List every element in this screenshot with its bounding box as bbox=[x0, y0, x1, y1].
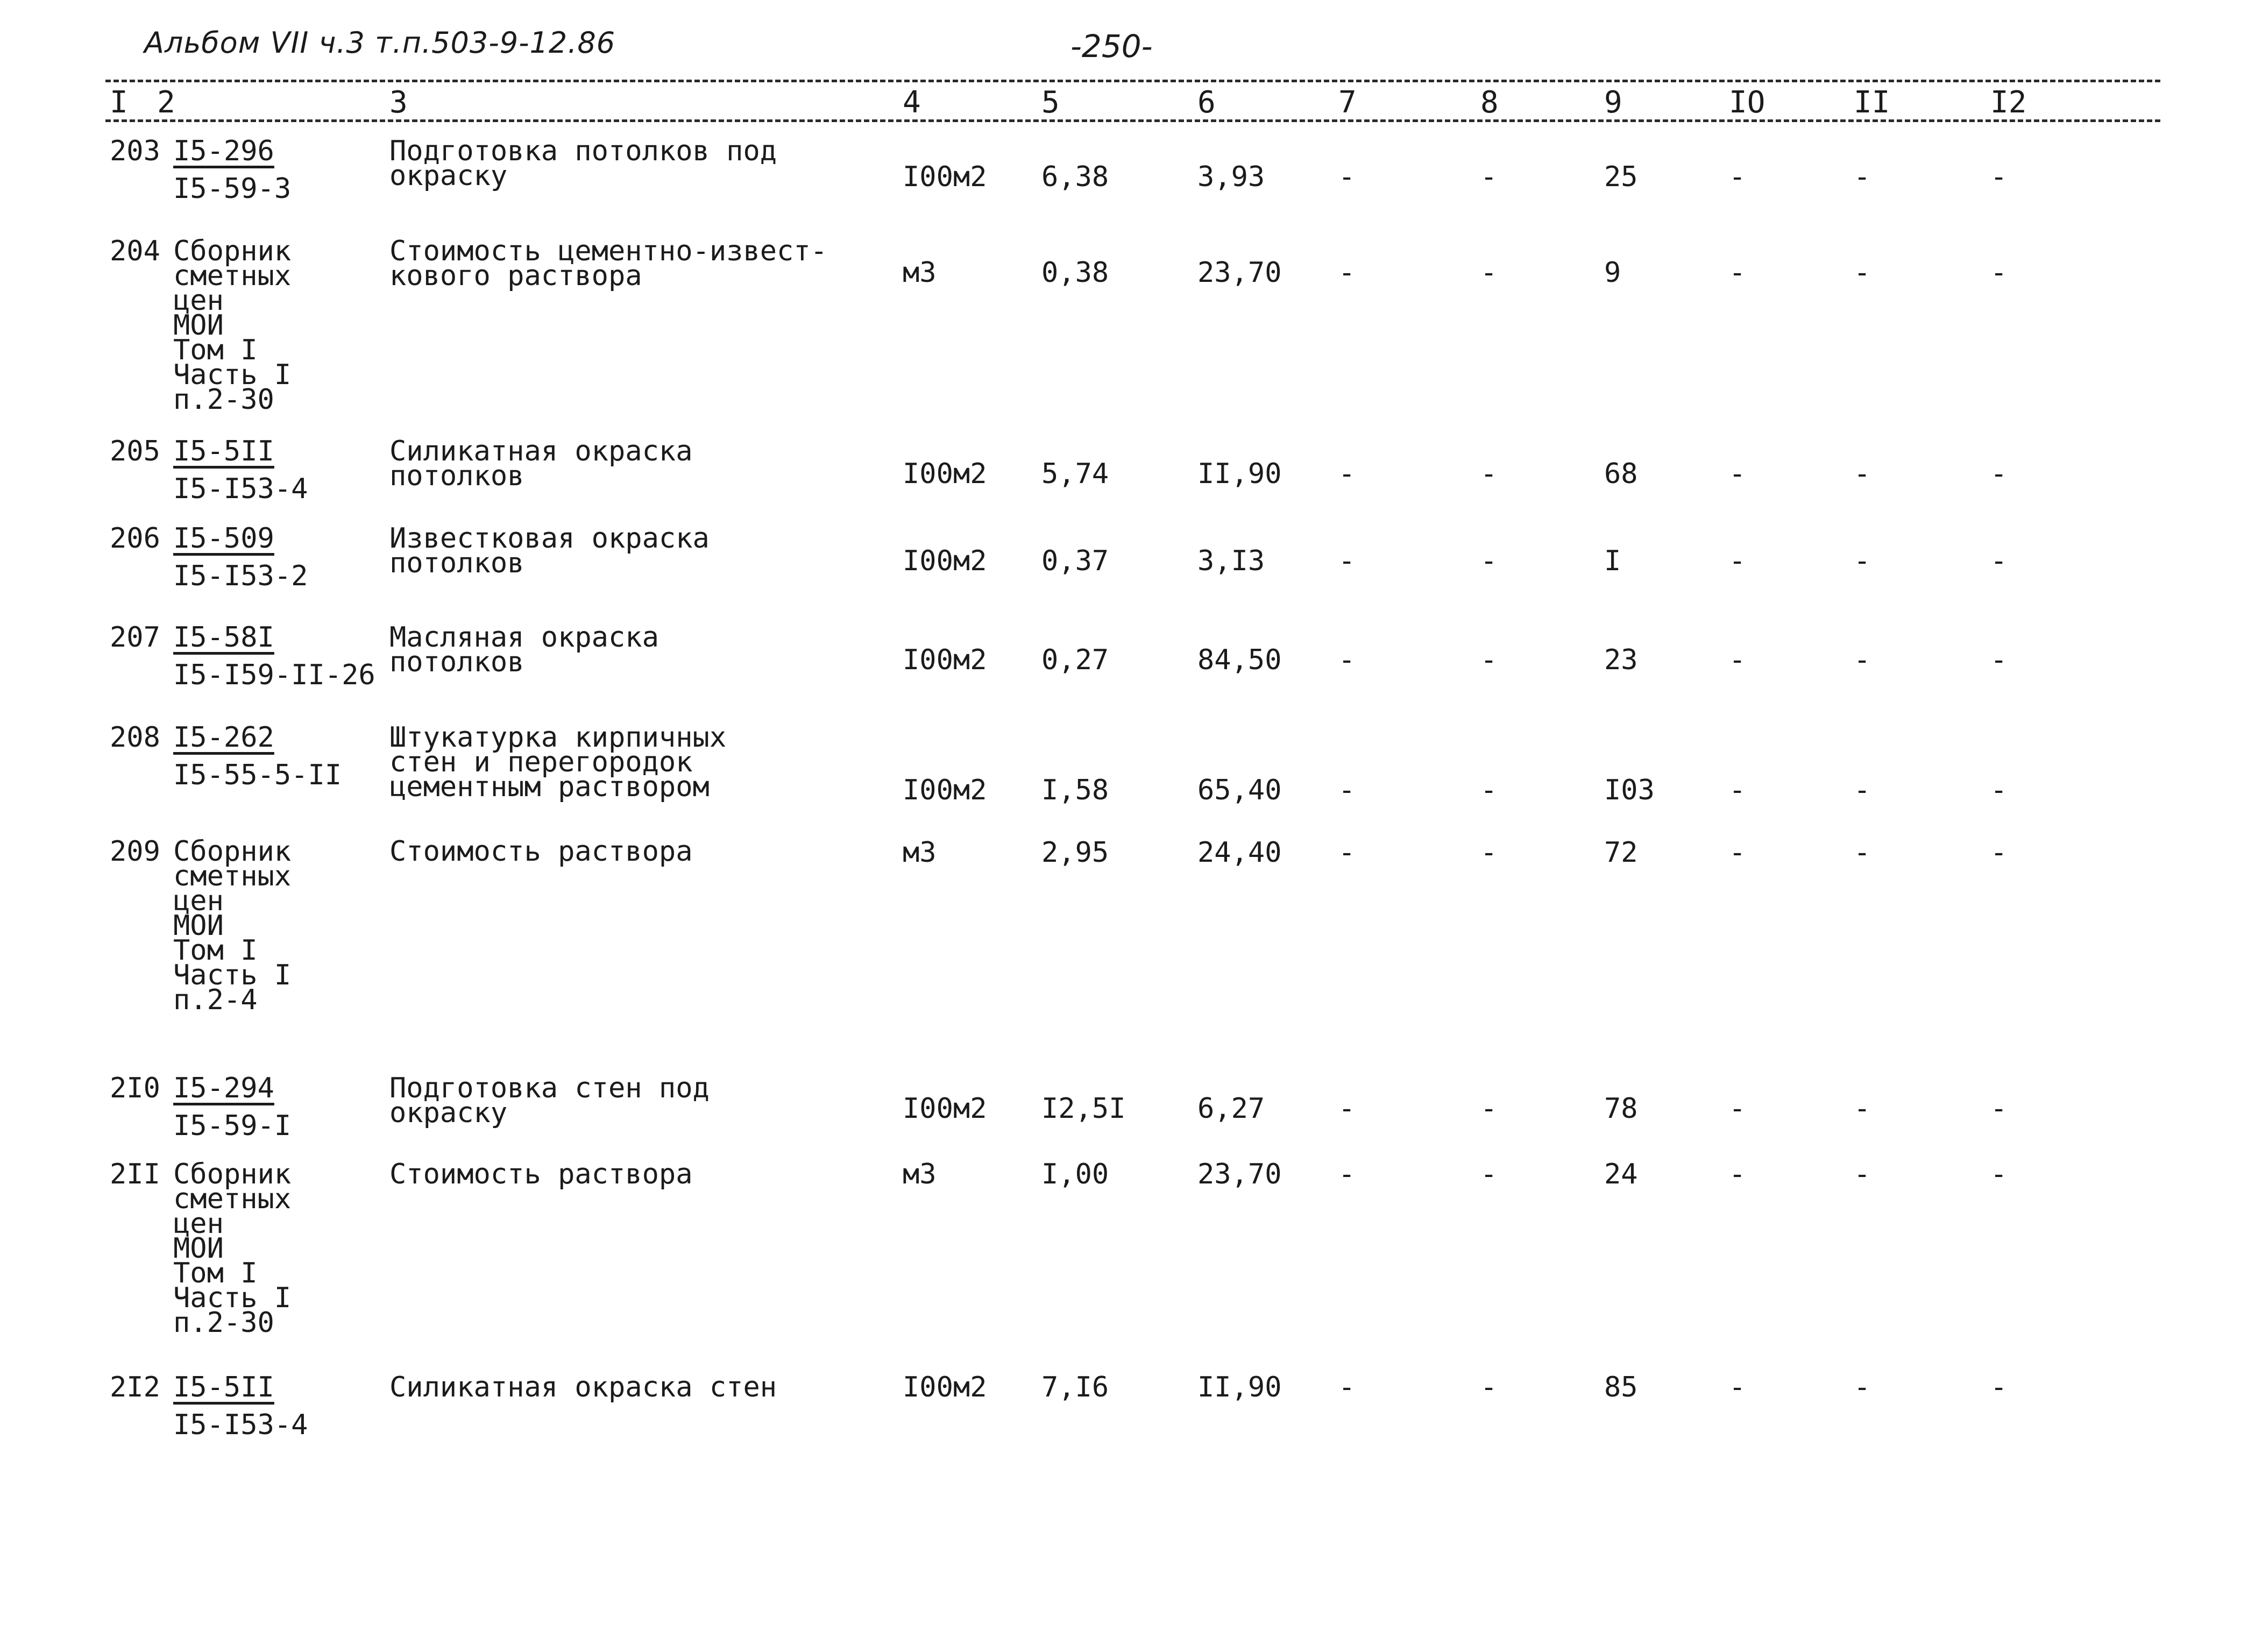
col-10-value: - bbox=[1729, 257, 1746, 289]
unit: I00м2 bbox=[903, 161, 987, 193]
table-row bbox=[0, 1371, 2255, 1441]
unit-price: 65,40 bbox=[1197, 774, 1282, 806]
quantity: 5,74 bbox=[1041, 458, 1109, 490]
col-9-value: 25 bbox=[1604, 161, 1638, 193]
col-12-value: - bbox=[1990, 1158, 2008, 1190]
col-12-value: - bbox=[1990, 1093, 2008, 1125]
rate-subcode: I5-I53-4 bbox=[173, 1409, 308, 1441]
col-12-value: - bbox=[1990, 257, 2008, 289]
price-source: Сборник сметных цен МОИ Том I Часть I п.2-30 bbox=[173, 235, 292, 416]
col-11-value: - bbox=[1854, 1158, 1871, 1190]
col-header-7: 7 bbox=[1338, 85, 1357, 120]
col-12-value: - bbox=[1990, 1371, 2008, 1403]
rate-code: I5-5II bbox=[173, 1371, 274, 1403]
col-11-value: - bbox=[1854, 161, 1871, 193]
col-7-value: - bbox=[1338, 545, 1356, 577]
col-8-value: - bbox=[1480, 545, 1498, 577]
col-9-value: 9 bbox=[1604, 257, 1621, 289]
header-top-rule bbox=[105, 80, 2160, 82]
rate-code: I5-294 bbox=[173, 1072, 274, 1104]
row-number: 206 bbox=[110, 522, 160, 555]
col-7-value: - bbox=[1338, 774, 1356, 806]
col-7-value: - bbox=[1338, 458, 1356, 490]
col-9-value: 23 bbox=[1604, 644, 1638, 676]
work-description: Силикатная окраска потолков bbox=[389, 435, 693, 492]
unit-price: 3,I3 bbox=[1197, 545, 1265, 577]
col-header-2: 2 bbox=[157, 85, 175, 120]
col-8-value: - bbox=[1480, 257, 1498, 289]
rate-subcode: I5-I59-II-26 bbox=[173, 659, 375, 691]
col-header-11: II bbox=[1854, 85, 1890, 120]
unit: I00м2 bbox=[903, 1371, 987, 1403]
col-header-1: I bbox=[110, 85, 128, 120]
unit-price: 24,40 bbox=[1197, 836, 1282, 869]
unit: I00м2 bbox=[903, 1093, 987, 1125]
row-number: 208 bbox=[110, 721, 160, 754]
col-header-3: 3 bbox=[389, 85, 408, 120]
row-number: 2II bbox=[110, 1158, 160, 1190]
col-7-value: - bbox=[1338, 1093, 1356, 1125]
row-number: 2I0 bbox=[110, 1072, 160, 1104]
row-number: 205 bbox=[110, 435, 160, 467]
col-7-value: - bbox=[1338, 1371, 1356, 1403]
table-row bbox=[0, 621, 2255, 691]
col-header-6: 6 bbox=[1197, 85, 1216, 120]
rate-subcode: I5-I53-2 bbox=[173, 560, 308, 592]
col-7-value: - bbox=[1338, 1158, 1356, 1190]
table-row bbox=[0, 522, 2255, 592]
page-number: -250- bbox=[1070, 28, 1153, 65]
col-header-5: 5 bbox=[1041, 85, 1060, 120]
col-11-value: - bbox=[1854, 545, 1871, 577]
rate-code: I5-509 bbox=[173, 522, 274, 555]
rate-subcode: I5-55-5-II bbox=[173, 759, 342, 791]
rate-code: I5-262 bbox=[173, 721, 274, 754]
row-number: 203 bbox=[110, 135, 160, 167]
col-10-value: - bbox=[1729, 774, 1746, 806]
col-11-value: - bbox=[1854, 1093, 1871, 1125]
col-11-value: - bbox=[1854, 1371, 1871, 1403]
unit-price: 23,70 bbox=[1197, 1158, 1282, 1190]
header-bottom-rule bbox=[105, 119, 2160, 122]
unit-price: 3,93 bbox=[1197, 161, 1265, 193]
col-9-value: I bbox=[1604, 545, 1621, 577]
album-reference: Альбом VII ч.3 т.п.503-9-12.86 bbox=[144, 26, 616, 60]
unit: м3 bbox=[903, 836, 937, 869]
col-11-value: - bbox=[1854, 458, 1871, 490]
col-10-value: - bbox=[1729, 1158, 1746, 1190]
col-8-value: - bbox=[1480, 644, 1498, 676]
col-12-value: - bbox=[1990, 774, 2008, 806]
col-10-value: - bbox=[1729, 161, 1746, 193]
quantity: 2,95 bbox=[1041, 836, 1109, 869]
col-11-value: - bbox=[1854, 836, 1871, 869]
col-12-value: - bbox=[1990, 836, 2008, 869]
col-8-value: - bbox=[1480, 458, 1498, 490]
table-row bbox=[0, 835, 2255, 1016]
rate-code: I5-296 bbox=[173, 135, 274, 167]
quantity: 0,37 bbox=[1041, 545, 1109, 577]
work-description: Масляная окраска потолков bbox=[389, 621, 659, 678]
work-description: Штукатурка кирпичных стен и перегородок цементным раствором bbox=[389, 721, 727, 803]
unit: м3 bbox=[903, 1158, 937, 1190]
rate-code: I5-58I bbox=[173, 621, 274, 654]
work-description: Стоимость раствора bbox=[389, 835, 693, 868]
rate-code: I5-5II bbox=[173, 435, 274, 467]
unit-price: II,90 bbox=[1197, 1371, 1282, 1403]
quantity: I2,5I bbox=[1041, 1093, 1126, 1125]
row-number: 2I2 bbox=[110, 1371, 160, 1403]
rate-subcode: I5-I53-4 bbox=[173, 473, 308, 505]
unit-price: 23,70 bbox=[1197, 257, 1282, 289]
work-description: Известковая окраска потолков bbox=[389, 522, 710, 579]
col-9-value: I03 bbox=[1604, 774, 1655, 806]
col-header-10: IO bbox=[1729, 85, 1765, 120]
row-number: 209 bbox=[110, 835, 160, 868]
work-description: Стоимость цементно-извест- кового раствора bbox=[389, 235, 827, 292]
work-description: Подготовка потолков под окраску bbox=[389, 135, 777, 192]
unit-price: 84,50 bbox=[1197, 644, 1282, 676]
quantity: 6,38 bbox=[1041, 161, 1109, 193]
quantity: 7,I6 bbox=[1041, 1371, 1109, 1403]
col-7-value: - bbox=[1338, 161, 1356, 193]
col-8-value: - bbox=[1480, 1093, 1498, 1125]
unit: I00м2 bbox=[903, 458, 987, 490]
row-number: 204 bbox=[110, 235, 160, 267]
col-8-value: - bbox=[1480, 1371, 1498, 1403]
quantity: I,58 bbox=[1041, 774, 1109, 806]
price-source: Сборник сметных цен МОИ Том I Часть I п.2-30 bbox=[173, 1158, 292, 1339]
col-header-9: 9 bbox=[1604, 85, 1622, 120]
work-description: Стоимость раствора bbox=[389, 1158, 693, 1190]
quantity: I,00 bbox=[1041, 1158, 1109, 1190]
col-10-value: - bbox=[1729, 458, 1746, 490]
unit-price: II,90 bbox=[1197, 458, 1282, 490]
table-row bbox=[0, 721, 2255, 806]
col-10-value: - bbox=[1729, 545, 1746, 577]
quantity: 0,27 bbox=[1041, 644, 1109, 676]
rate-subcode: I5-59-3 bbox=[173, 173, 292, 205]
col-8-value: - bbox=[1480, 774, 1498, 806]
col-11-value: - bbox=[1854, 774, 1871, 806]
col-header-4: 4 bbox=[903, 85, 921, 120]
col-12-value: - bbox=[1990, 545, 2008, 577]
col-9-value: 68 bbox=[1604, 458, 1638, 490]
col-12-value: - bbox=[1990, 458, 2008, 490]
col-8-value: - bbox=[1480, 161, 1498, 193]
col-9-value: 72 bbox=[1604, 836, 1638, 869]
col-11-value: - bbox=[1854, 257, 1871, 289]
col-10-value: - bbox=[1729, 836, 1746, 869]
unit: I00м2 bbox=[903, 774, 987, 806]
rate-subcode: I5-59-I bbox=[173, 1110, 292, 1142]
col-12-value: - bbox=[1990, 161, 2008, 193]
col-9-value: 78 bbox=[1604, 1093, 1638, 1125]
col-8-value: - bbox=[1480, 836, 1498, 869]
col-header-8: 8 bbox=[1480, 85, 1499, 120]
col-12-value: - bbox=[1990, 644, 2008, 676]
col-header-12: I2 bbox=[1990, 85, 2027, 120]
unit: I00м2 bbox=[903, 545, 987, 577]
unit-price: 6,27 bbox=[1197, 1093, 1265, 1125]
col-7-value: - bbox=[1338, 257, 1356, 289]
price-source: Сборник сметных цен МОИ Том I Часть I п.2-4 bbox=[173, 835, 292, 1016]
col-10-value: - bbox=[1729, 1093, 1746, 1125]
row-number: 207 bbox=[110, 621, 160, 654]
unit: I00м2 bbox=[903, 644, 987, 676]
col-7-value: - bbox=[1338, 836, 1356, 869]
quantity: 0,38 bbox=[1041, 257, 1109, 289]
col-8-value: - bbox=[1480, 1158, 1498, 1190]
col-10-value: - bbox=[1729, 644, 1746, 676]
unit: м3 bbox=[903, 257, 937, 289]
col-7-value: - bbox=[1338, 644, 1356, 676]
col-10-value: - bbox=[1729, 1371, 1746, 1403]
col-9-value: 24 bbox=[1604, 1158, 1638, 1190]
col-9-value: 85 bbox=[1604, 1371, 1638, 1403]
col-11-value: - bbox=[1854, 644, 1871, 676]
work-description: Силикатная окраска стен bbox=[389, 1371, 777, 1403]
work-description: Подготовка стен под окраску bbox=[389, 1072, 710, 1129]
